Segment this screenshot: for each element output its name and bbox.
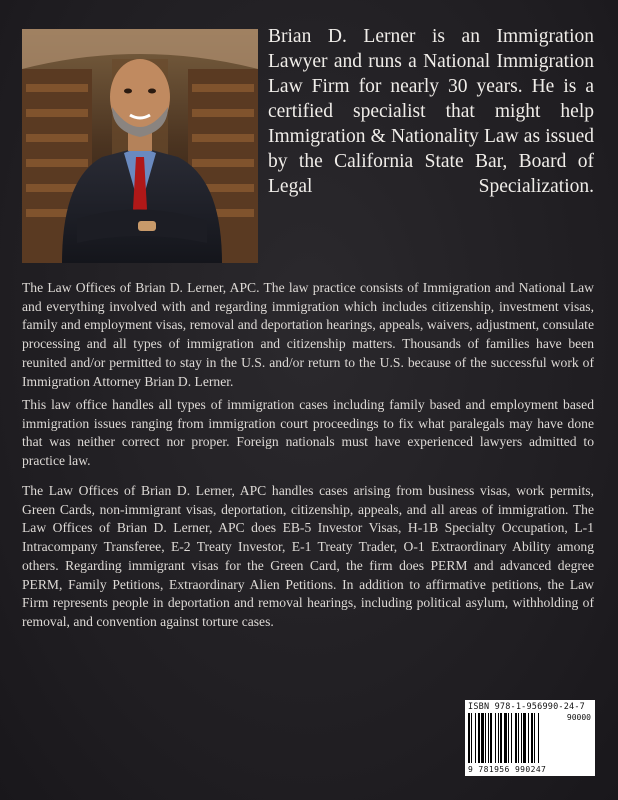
paragraph-case-types: This law office handles all types of immigration cases including family based and employment based immigration issues ranging from immigration court proceedings to fix what paralegals may have done that was neither correct nor proper. Foreign nationals must have experienced lawyers admitted to practice law. [22, 397, 594, 469]
isbn-barcode [465, 700, 595, 776]
paragraph-services: The Law Offices of Brian D. Lerner, APC handles cases arising from business visas, work permits, Green Cards, non-immigrant visas, deportation, citizenship, appeals, and all areas of immigration. The Law Offices of Brian D. Lerner, APC does EB-5 Investor Visas, H-1B Specialty Occupation, L-1 Intracompany Transferee, E-2 Treaty Investor, E-1 Treaty Trader, O-1 Extraordinary Ability among others. Regarding immigrant visas for the Green Card, the firm does PERM and advanced degree PERM, Family Petitions, Extraordinary Alien Petitions. In addition to affirmative petitions, the Law Firm represents people in deportation and removal hearings, including political asylum, withholding of removal, and convention against torture cases. [22, 483, 594, 629]
author-photo [22, 29, 258, 263]
paragraph-firm-overview: The Law Offices of Brian D. Lerner, APC. The law practice consists of Immigration and National Law and everything involved with and regarding immigration which includes citizenship, investment visas, family and employment visas, removal and deportation hearings, appeals, waivers, adjustment, consulate processing and all types of immigration and citizenship matters. Thousands of families have been reunited and/or permitted to stay in the U.S. and/or return to the U.S. because of the successful work of Immigration Attorney Brian D. Lerner. [22, 280, 594, 389]
author-bio: Brian D. Lerner is an Immigration Lawyer and runs a National Immigration Law Firm for nearly 30 years. He is a certified specialist that might help Immigration & Nationality Law as issued by the California State Bar, Board of Legal Specialization. [268, 26, 594, 197]
price-code: 90000 [566, 713, 591, 722]
barcode-bars [468, 713, 566, 763]
isbn-label: ISBN 978-1-956990-24-7 [468, 702, 585, 712]
barcode-digits: 9 781956 990247 [468, 765, 547, 774]
